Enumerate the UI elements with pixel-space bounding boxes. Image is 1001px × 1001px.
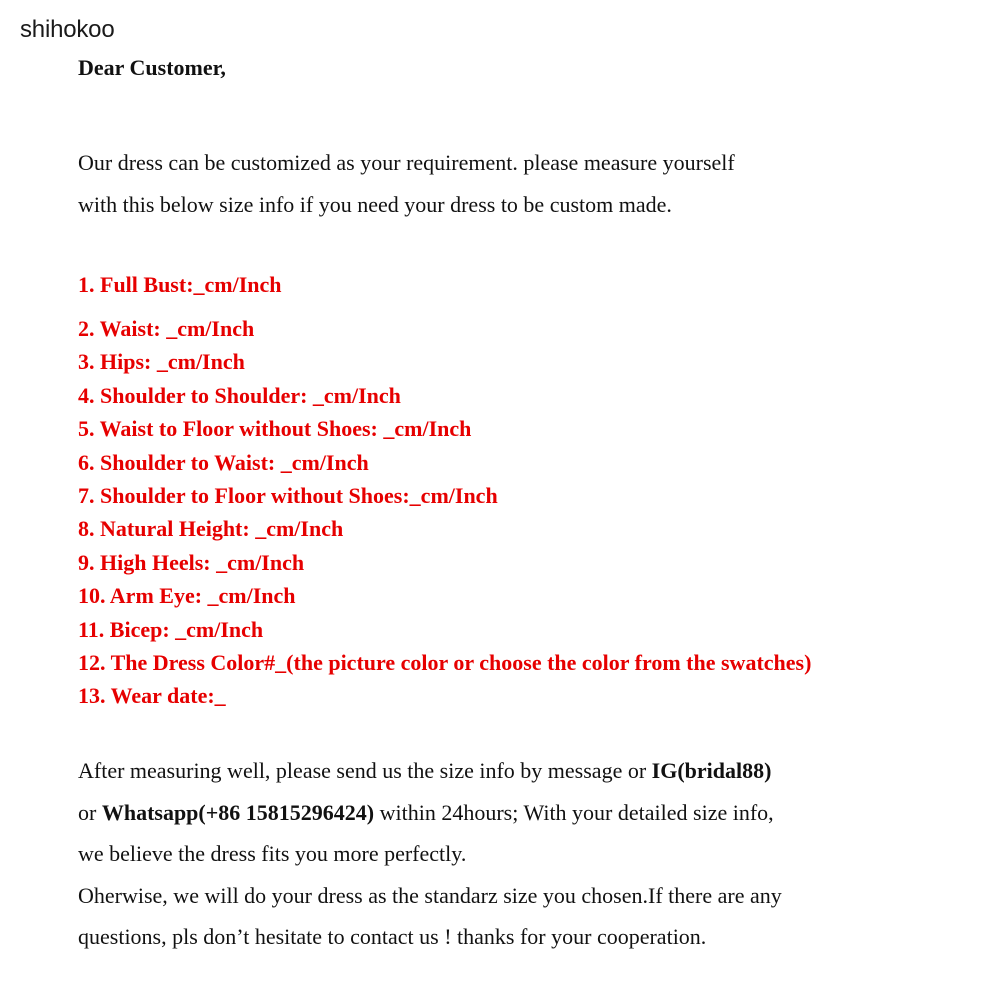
intro-line-1: Our dress can be customized as your requirement. please measure yourself	[78, 150, 735, 175]
measurement-item: 9. High Heels: _cm/Inch	[78, 549, 305, 575]
measurement-item: 10. Arm Eye: _cm/Inch	[78, 583, 296, 609]
closing-line-5: questions, pls don’t hesitate to contact us ! thanks for your cooperation.	[78, 924, 707, 949]
greeting: Dear Customer,	[78, 55, 226, 80]
closing-line-1-text: After measuring well, please send us the size info by message or	[78, 758, 652, 783]
closing-line-2	[78, 792, 782, 834]
measurement-item: 7. Shoulder to Floor without Shoes:_cm/Inch	[78, 482, 498, 508]
measurement-item: 6. Shoulder to Waist: _cm/Inch	[78, 449, 369, 475]
closing-line-2-text: within 24hours; With your detailed size info,	[374, 799, 774, 825]
measurement-item: 12. The Dress Color#_(the picture color or choose the color from the swatches)	[78, 649, 812, 675]
measurement-list	[78, 268, 811, 713]
measurement-item: 11. Bicep: _cm/Inch	[78, 616, 264, 642]
measurement-item: 4. Shoulder to Shoulder: _cm/Inch	[78, 382, 401, 408]
measurement-item: 5. Waist to Floor without Shoes: _cm/Inch	[78, 416, 472, 442]
intro-line-2: with this below size info if you need your dress to be custom made.	[78, 192, 672, 217]
closing-line-1	[78, 750, 782, 792]
measurement-item: 1. Full Bust:_cm/Inch	[78, 272, 282, 297]
closing-line-2-prefix: or	[78, 799, 102, 825]
closing-paragraph	[78, 750, 782, 958]
measurement-item: 2. Waist: _cm/Inch	[78, 316, 255, 341]
instagram-contact: IG(bridal88)	[651, 758, 772, 783]
closing-line-4: Oherwise, we will do your dress as the standarz size you chosen.If there are any	[78, 882, 782, 908]
watermark-logo-text: shihokoo	[20, 16, 115, 43]
intro-paragraph	[78, 142, 735, 226]
measurement-item: 13. Wear date:_	[78, 683, 226, 709]
whatsapp-contact: Whatsapp(+86 15815296424)	[101, 799, 375, 825]
measurement-item: 3. Hips: _cm/Inch	[78, 349, 245, 375]
closing-line-3: we believe the dress fits you more perfectly.	[78, 841, 467, 866]
measurement-item: 8. Natural Height: _cm/Inch	[78, 516, 344, 542]
